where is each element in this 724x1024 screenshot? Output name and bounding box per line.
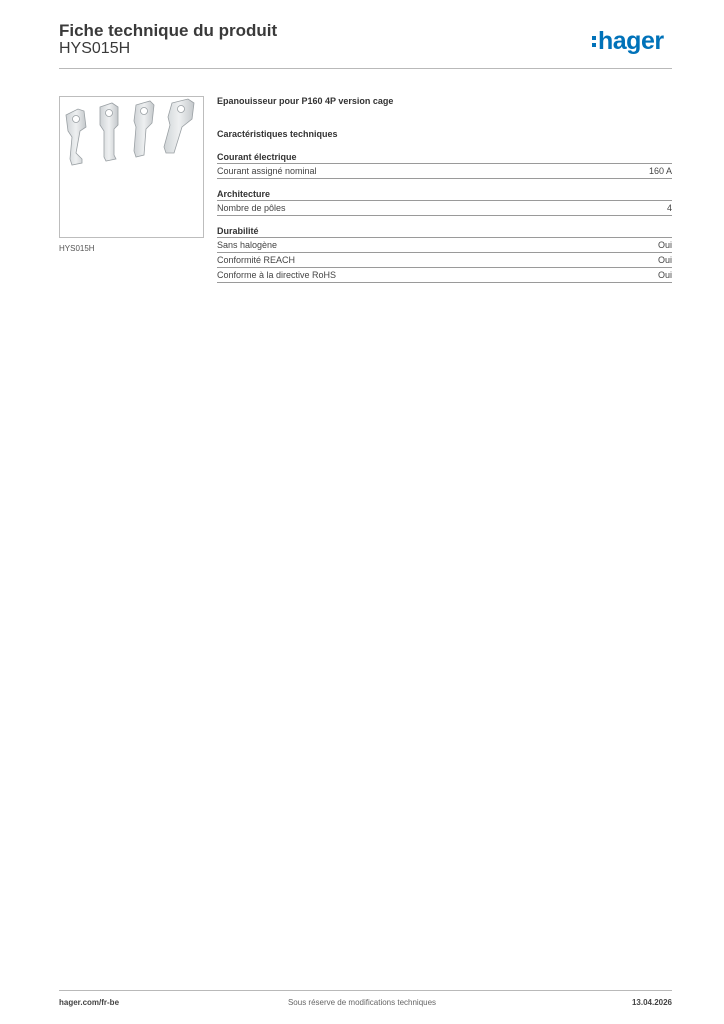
document-title: Fiche technique du produit	[59, 21, 278, 40]
spec-group-architecture	[217, 189, 672, 216]
section-title: Caractéristiques techniques	[217, 129, 338, 139]
spec-value: Oui	[657, 270, 672, 280]
spec-value: 4	[666, 203, 672, 213]
footer-notice: Sous réserve de modifications techniques	[287, 998, 437, 1007]
busbar-terminals-icon	[60, 97, 203, 237]
footer-divider	[59, 990, 672, 991]
spec-group-courant	[217, 152, 672, 179]
footer-website: hager.com/fr-be	[59, 998, 120, 1007]
specification-panel	[217, 96, 672, 283]
header-divider	[59, 68, 672, 69]
spec-label: Conforme à la directive RoHS	[217, 270, 337, 280]
spec-label: Nombre de pôles	[217, 203, 286, 213]
group-title: Architecture	[217, 189, 271, 199]
spec-label: Sans halogène	[217, 240, 278, 250]
product-image-caption: HYS015H	[59, 244, 95, 253]
logo-dots-icon	[592, 36, 596, 47]
spec-row	[217, 163, 672, 179]
spec-label: Courant assigné nominal	[217, 166, 317, 176]
spec-label: Conformité REACH	[217, 255, 296, 265]
group-title: Courant électrique	[217, 152, 297, 162]
product-reference: HYS015H	[59, 40, 131, 57]
footer-date: 13.04.2026	[631, 998, 672, 1007]
hager-logo	[592, 27, 664, 55]
spec-group-durabilite	[217, 226, 672, 283]
product-image	[59, 96, 204, 238]
logo-text: hager	[598, 27, 664, 55]
spec-value: Oui	[657, 255, 672, 265]
product-description: Epanouisseur pour P160 4P version cage	[217, 96, 394, 106]
spec-row	[217, 237, 672, 252]
group-title: Durabilité	[217, 226, 259, 236]
spec-row	[217, 252, 672, 267]
spec-row	[217, 267, 672, 283]
spec-row	[217, 200, 672, 216]
spec-value: Oui	[657, 240, 672, 250]
spec-value: 160 A	[648, 166, 672, 176]
